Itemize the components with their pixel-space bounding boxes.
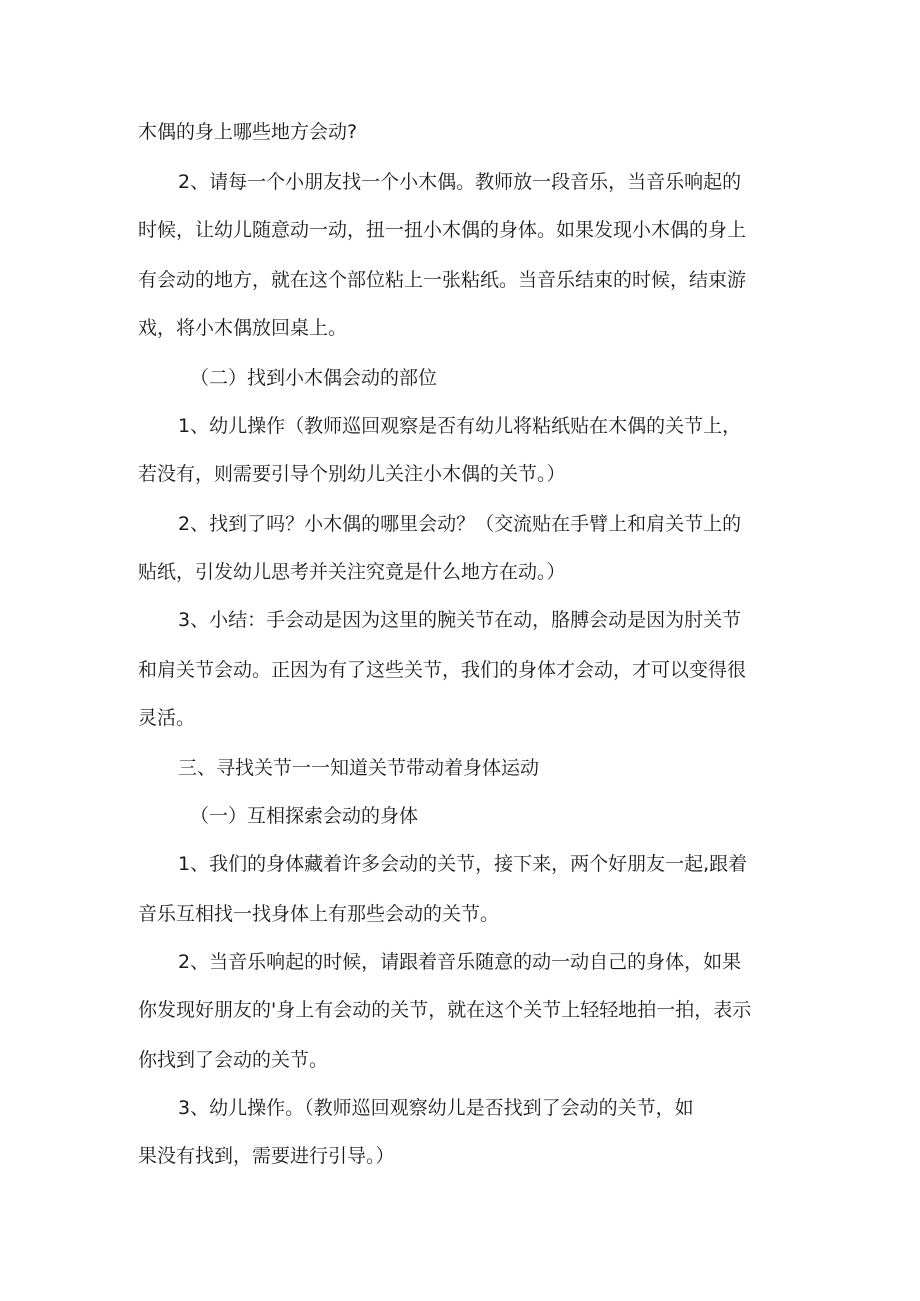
text-line-13: 灵活。 bbox=[138, 707, 196, 729]
text-line-15: （一）互相探索会动的身体 bbox=[190, 805, 419, 827]
text-line-11: 3、小结：手会动是因为这里的腕关节在动，胳膊会动是因为肘关节 bbox=[178, 609, 742, 631]
text-line-3: 时候，让幼儿随意动一动，扭一扭小木偶的身体。如果发现小木偶的身上 bbox=[138, 219, 747, 241]
text-line-14: 三、寻找关节一一知道关节带动着身体运动 bbox=[178, 757, 540, 779]
text-line-1: 木偶的身上哪些地方会动? bbox=[138, 121, 358, 143]
text-line-6: （二）找到小木偶会动的部位 bbox=[190, 367, 438, 389]
text-line-5: 戏，将小木偶放回桌上。 bbox=[138, 317, 348, 339]
text-line-20: 你找到了会动的关节。 bbox=[138, 1049, 329, 1071]
text-line-12: 和肩关节会动。正因为有了这些关节，我们的身体才会动，才可以变得很 bbox=[138, 659, 747, 681]
text-line-22: 果没有找到，需要进行引导。） bbox=[138, 1145, 395, 1167]
text-line-7: 1、幼儿操作（教师巡回观察是否有幼儿将粘纸贴在木偶的关节上， bbox=[178, 415, 742, 437]
text-line-4: 有会动的地方，就在这个部位粘上一张粘纸。当音乐结束的时候，结束游 bbox=[138, 269, 747, 291]
text-line-19: 你发现好朋友的'身上有会动的关节，就在这个关节上轻轻地拍一拍，表示 bbox=[138, 999, 752, 1021]
text-line-17: 音乐互相找一找身体上有那些会动的关节。 bbox=[138, 903, 500, 925]
text-line-9: 2、找到了吗？小木偶的哪里会动？（交流贴在手臂上和肩关节上的 bbox=[178, 513, 742, 535]
text-line-2: 2、请每一个小朋友找一个小木偶。教师放一段音乐，当音乐响起的 bbox=[178, 171, 742, 193]
text-line-8: 若没有，则需要引导个别幼儿关注小木偶的关节。） bbox=[138, 463, 566, 485]
text-line-18: 2、当音乐响起的时候，请跟着音乐随意的动一动自己的身体，如果 bbox=[178, 951, 742, 973]
text-line-21: 3、幼儿操作。（教师巡回观察幼儿是否找到了会动的关节，如 bbox=[178, 1097, 694, 1119]
text-line-10: 贴纸，引发幼儿思考并关注究竟是什么地方在动。） bbox=[138, 561, 566, 583]
text-line-16: 1、我们的身体藏着许多会动的关节，接下来，两个好朋友一起,跟着 bbox=[178, 853, 748, 875]
